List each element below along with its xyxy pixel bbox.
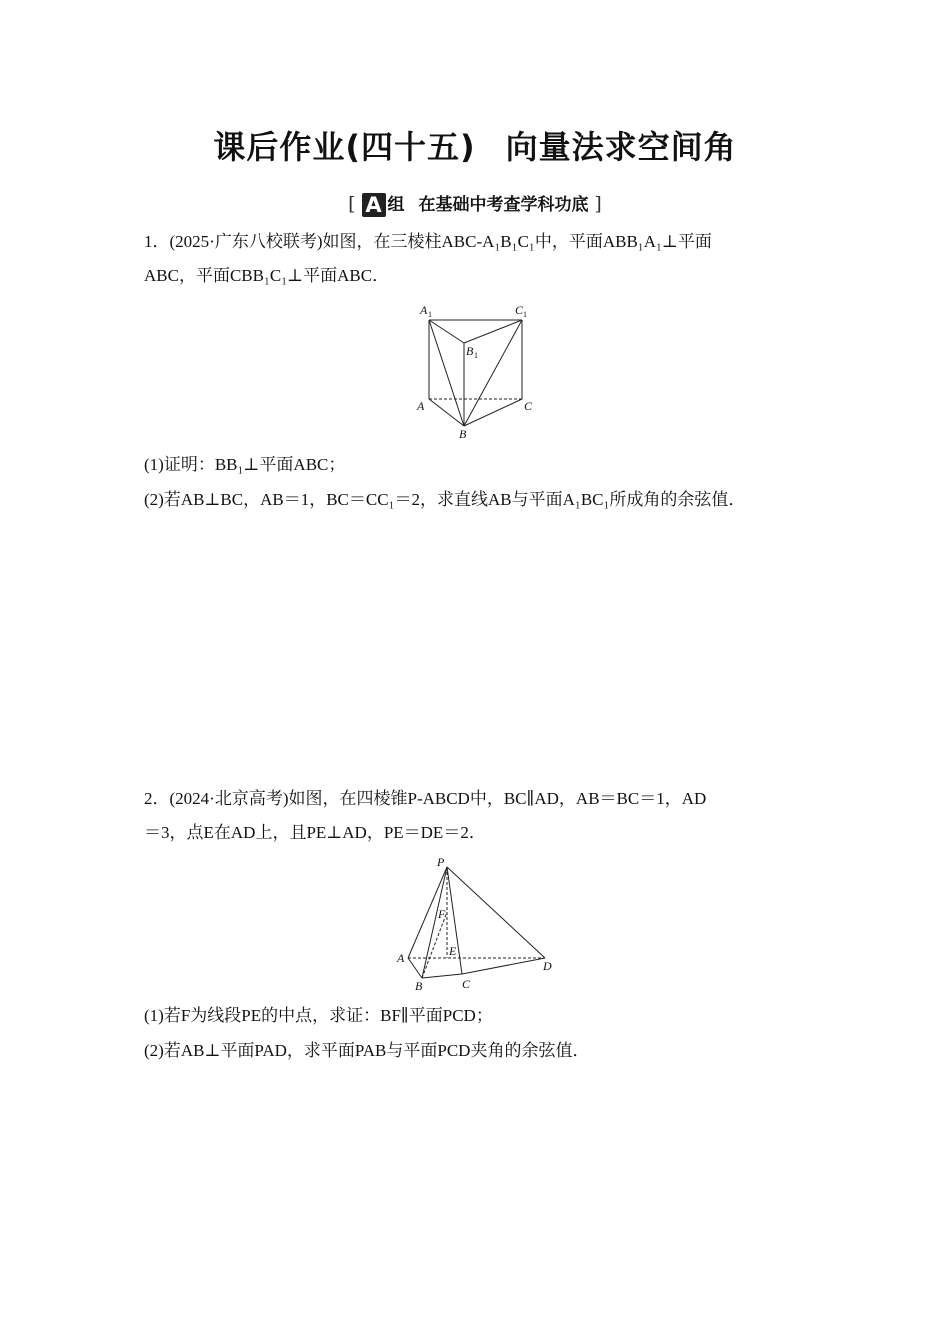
problem2-stem1: 如图，在四棱锥P-ABCD中，BC∥AD，AB＝BC＝1，AD bbox=[288, 789, 707, 808]
problem2-number: 2． bbox=[144, 789, 170, 808]
label-c1: C bbox=[515, 303, 524, 317]
problem2-stem-line2: ＝3，点E在AD上，且PE⊥AD，PE＝DE＝2． bbox=[144, 823, 486, 842]
title-main: 课后作业(四十五) bbox=[213, 128, 476, 166]
label-b: B bbox=[459, 427, 467, 441]
label-d: D bbox=[543, 959, 552, 973]
group-label: 组 bbox=[387, 195, 405, 215]
section-text: 在基础中考查学科功底 bbox=[418, 195, 589, 215]
label-a1: A bbox=[420, 303, 428, 317]
problem2-q2: (2)若AB⊥平面PAD，求平面PAB与平面PCD夹角的余弦值． bbox=[144, 1041, 590, 1060]
label-c: C bbox=[462, 977, 471, 991]
problem1-q2: (2)若AB⊥BC，AB＝1，BC＝CC₁＝2，求直线AB与平面A₁BC₁所成角的余弦值． bbox=[144, 490, 746, 509]
problem1-q1: (1)证明：BB₁⊥平面ABC； bbox=[144, 455, 346, 474]
prism-figure bbox=[412, 300, 542, 445]
bracket-close: ] bbox=[594, 193, 602, 215]
problem2-source: (2024·北京高考) bbox=[169, 789, 289, 808]
problem1-number: 1． bbox=[144, 232, 170, 251]
problem2-stem-line1 bbox=[144, 786, 809, 812]
group-badge: A bbox=[362, 193, 386, 217]
label-c: C bbox=[524, 399, 533, 413]
title-sub: 向量法求空间角 bbox=[505, 128, 737, 166]
label-b1: B bbox=[466, 344, 474, 358]
problem2-q1: (1)若F为线段PE的中点，求证：BF∥平面PCD； bbox=[144, 1006, 493, 1025]
label-a: A bbox=[417, 399, 425, 413]
problem1-stem1: 如图，在三棱柱ABC-A₁B₁C₁中，平面ABB₁A₁⊥平面 bbox=[322, 232, 712, 251]
label-e: E bbox=[449, 944, 457, 958]
label-p: P bbox=[437, 855, 445, 869]
problem1-stem-line2: ABC，平面CBB₁C₁⊥平面ABC． bbox=[144, 266, 390, 285]
problem1-source: (2025·广东八校联考) bbox=[169, 232, 323, 251]
label-b1-sub: 1 bbox=[474, 351, 478, 360]
label-a1-sub: 1 bbox=[428, 310, 432, 319]
label-f: F bbox=[438, 907, 446, 921]
page-title bbox=[0, 122, 950, 168]
section-header bbox=[0, 190, 950, 217]
label-b: B bbox=[415, 979, 423, 993]
label-c1-sub: 1 bbox=[523, 310, 527, 319]
bracket-open: [ bbox=[348, 193, 356, 215]
problem1-stem-line1 bbox=[144, 229, 809, 255]
label-a: A bbox=[397, 951, 405, 965]
pyramid-figure bbox=[393, 852, 563, 997]
